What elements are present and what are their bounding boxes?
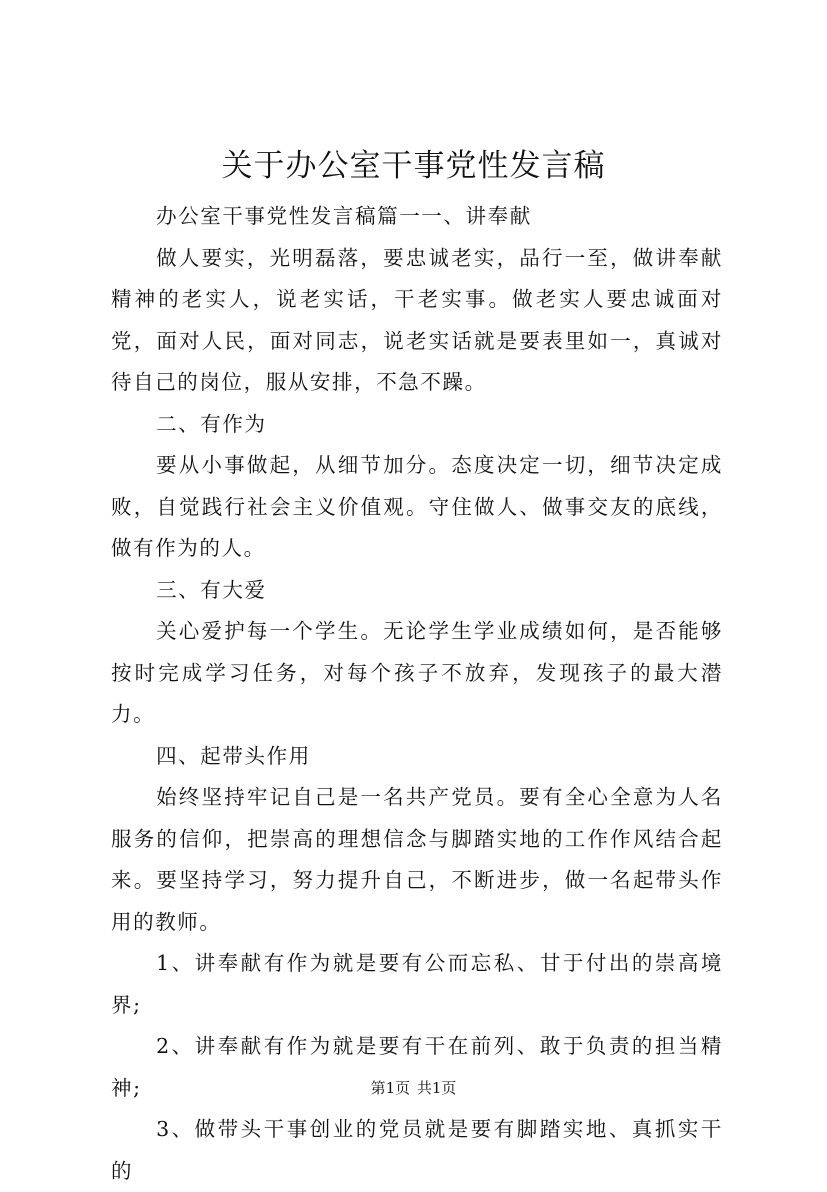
paragraph: 办公室干事党性发言稿篇一一、讲奉献 (156, 204, 532, 228)
document-title: 关于办公室干事党性发言稿 (221, 148, 606, 184)
paragraph: 要从小事做起，从细节加分。态度决定一切，细节决定成败，自觉践行社会主义价值观。守住做人、做事交友的底线，做有作为的人。 (111, 453, 723, 560)
list-item: 3、做带头干事创业的党员就是要有脚踏实地、真抓实干的 (111, 1117, 723, 1183)
paragraph: 始终坚持牢记自己是一名共产党员。要有全心全意为人名服务的信仰，把崇高的理想信念与脚踏实地的工作作风结合起来。要坚持学习，努力提升自己，不断进步，做一名起带头作用的教师。 (111, 785, 723, 934)
paragraph: 做人要实，光明磊落，要忠诚老实，品行一至，做讲奉献精神的老实人，说老实话，干老实事。做老实人要忠诚面对党，面对人民，面对同志，说老实话就是要表里如一，真诚对待自己的岗位，服从安排，不急不躁。 (111, 245, 723, 394)
document-body (111, 196, 723, 1192)
section-heading: 四、起带头作用 (156, 743, 311, 768)
list-item: 1、讲奉献有作为就是要有公而忘私、甘于付出的崇高境界; (111, 951, 723, 1017)
section-heading: 二、有作为 (156, 411, 267, 436)
paragraph: 关心爱护每一个学生。无论学生学业成绩如何，是否能够按时完成学习任务，对每个孩子不放弃，发现孩子的最大潜力。 (111, 619, 723, 726)
page-footer: 第1页 共1页 (370, 1079, 457, 1097)
section-heading: 三、有大爱 (156, 577, 267, 602)
list-item: 2、讲奉献有作为就是要有干在前列、敢于负责的担当精神; (111, 1034, 723, 1100)
